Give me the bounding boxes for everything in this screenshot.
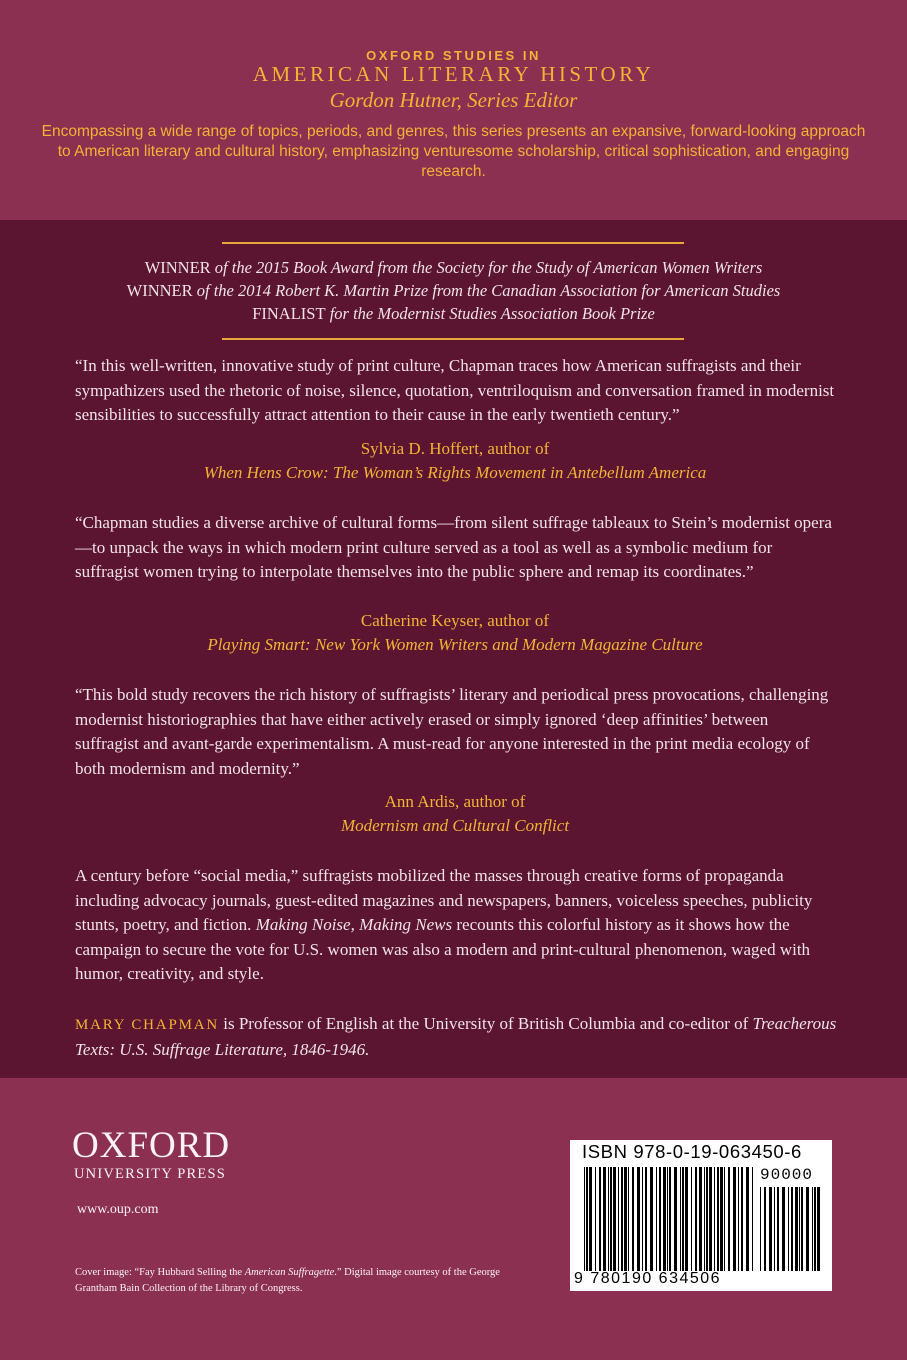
review-attribution (75, 609, 835, 657)
book-blurb: A century before “social media,” suffragists mobilized the masses through creative forms of propaganda including advocacy journals, guest-edited magazines and newspapers, banners, voiceless speeches, publicity stunts, poetry, and fiction. Making Noise, Making News recounts this colorful history as it shows how the campaign to secure the vote for U.S. women was also a modern and print-cultural phenomenon, waged with humor, creativity, and style. (75, 866, 813, 983)
awards-list (40, 256, 867, 325)
addon-barcode-bars (760, 1187, 822, 1271)
series-header (0, 0, 907, 220)
isbn-label: ISBN 978-0-19-063450-6 (582, 1141, 802, 1162)
awards-divider (222, 338, 684, 340)
coedited-book-title: Treacherous Texts: U.S. Suffrage Literature, 1846-1946. (75, 1014, 837, 1059)
review-quote: “In this well-written, innovative study of print culture, Chapman traces how American suffragists and their sympathizers used the rhetoric of noise, silence, quotation, ventriloquism and conversation framed in modernist sensibilities to successfully attract attention to their cause in the early twentieth century.” (75, 356, 835, 424)
series-editor: Gordon Hutner, Series Editor (329, 88, 578, 112)
publisher-website[interactable]: www.oup.com (77, 1202, 159, 1217)
series-description: Encompassing a wide range of topics, periods, and genres, this series presents an expansive, forward-looking approach to American literary and cultural history, emphasizing venturesome scholarship, critical sophistication, and engaging research. (41, 123, 866, 180)
review-author: Sylvia D. Hoffert, author of (360, 439, 550, 458)
review-author-book: When Hens Crow: The Woman’s Rights Movement in Antebellum America (203, 463, 707, 482)
author-bio: MARY CHAPMAN is Professor of English at the University of British Columbia and co-editor of Treacherous Texts: U.S. Suffrage Literature, 1846-1946. (75, 1014, 837, 1059)
award-line: WINNER of the 2015 Book Award from the Society for the Study of American Women Writers (144, 258, 763, 277)
review-attribution (75, 437, 835, 485)
publisher-logo (72, 1125, 272, 1183)
barcode-addon-digits: 90000 (760, 1166, 814, 1184)
review-author: Ann Ardis, author of (384, 792, 526, 811)
cover-image-credit: Cover image: “Fay Hubbard Selling the American Suffragette.” Digital image courtesy of the George Grantham Bain Collection of the Library of Congress. (75, 1267, 500, 1294)
series-title: AMERICAN LITERARY HISTORY (252, 62, 655, 86)
review-author-book: Playing Smart: New York Women Writers and Modern Magazine Culture (207, 635, 703, 654)
isbn-barcode (570, 1140, 832, 1291)
author-name: MARY CHAPMAN (75, 1017, 219, 1033)
award-line: FINALIST for the Modernist Studies Association Book Prize (252, 304, 655, 323)
review-quote: “This bold study recovers the rich history of suffragists’ literary and periodical press provocations, challenging modernist historiographies that have either actively erased or simply ignored ‘deep affinities’ between suffragist and avant-garde experimentalism. A must-read for anyone interested in the print media ecology of both modernism and modernity.” (75, 685, 829, 778)
top-divider (222, 242, 684, 244)
book-title: Making Noise, Making News (255, 915, 453, 934)
ean-digits: 9 780190 634506 (574, 1270, 722, 1287)
publisher-press: UNIVERSITY PRESS (74, 1166, 227, 1182)
award-line: WINNER of the 2014 Robert K. Martin Prize from the Canadian Association for American Studies (126, 281, 781, 300)
ean-barcode-bars (584, 1167, 754, 1271)
review-author-book: Modernism and Cultural Conflict (340, 816, 570, 835)
publisher-name: OXFORD (72, 1125, 231, 1166)
review-author: Catherine Keyser, author of (360, 611, 550, 630)
review-quote: “Chapman studies a diverse archive of cultural forms—from silent suffrage tableaux to Stein’s modernist opera—to unpack the ways in which modern print culture served as a tool as well as a symbolic medium for suffragist women trying to interpolate themselves into the public sphere and remap its coordinates.” (75, 513, 832, 581)
review-attribution (75, 790, 835, 838)
series-kicker: OXFORD STUDIES IN (366, 48, 541, 63)
